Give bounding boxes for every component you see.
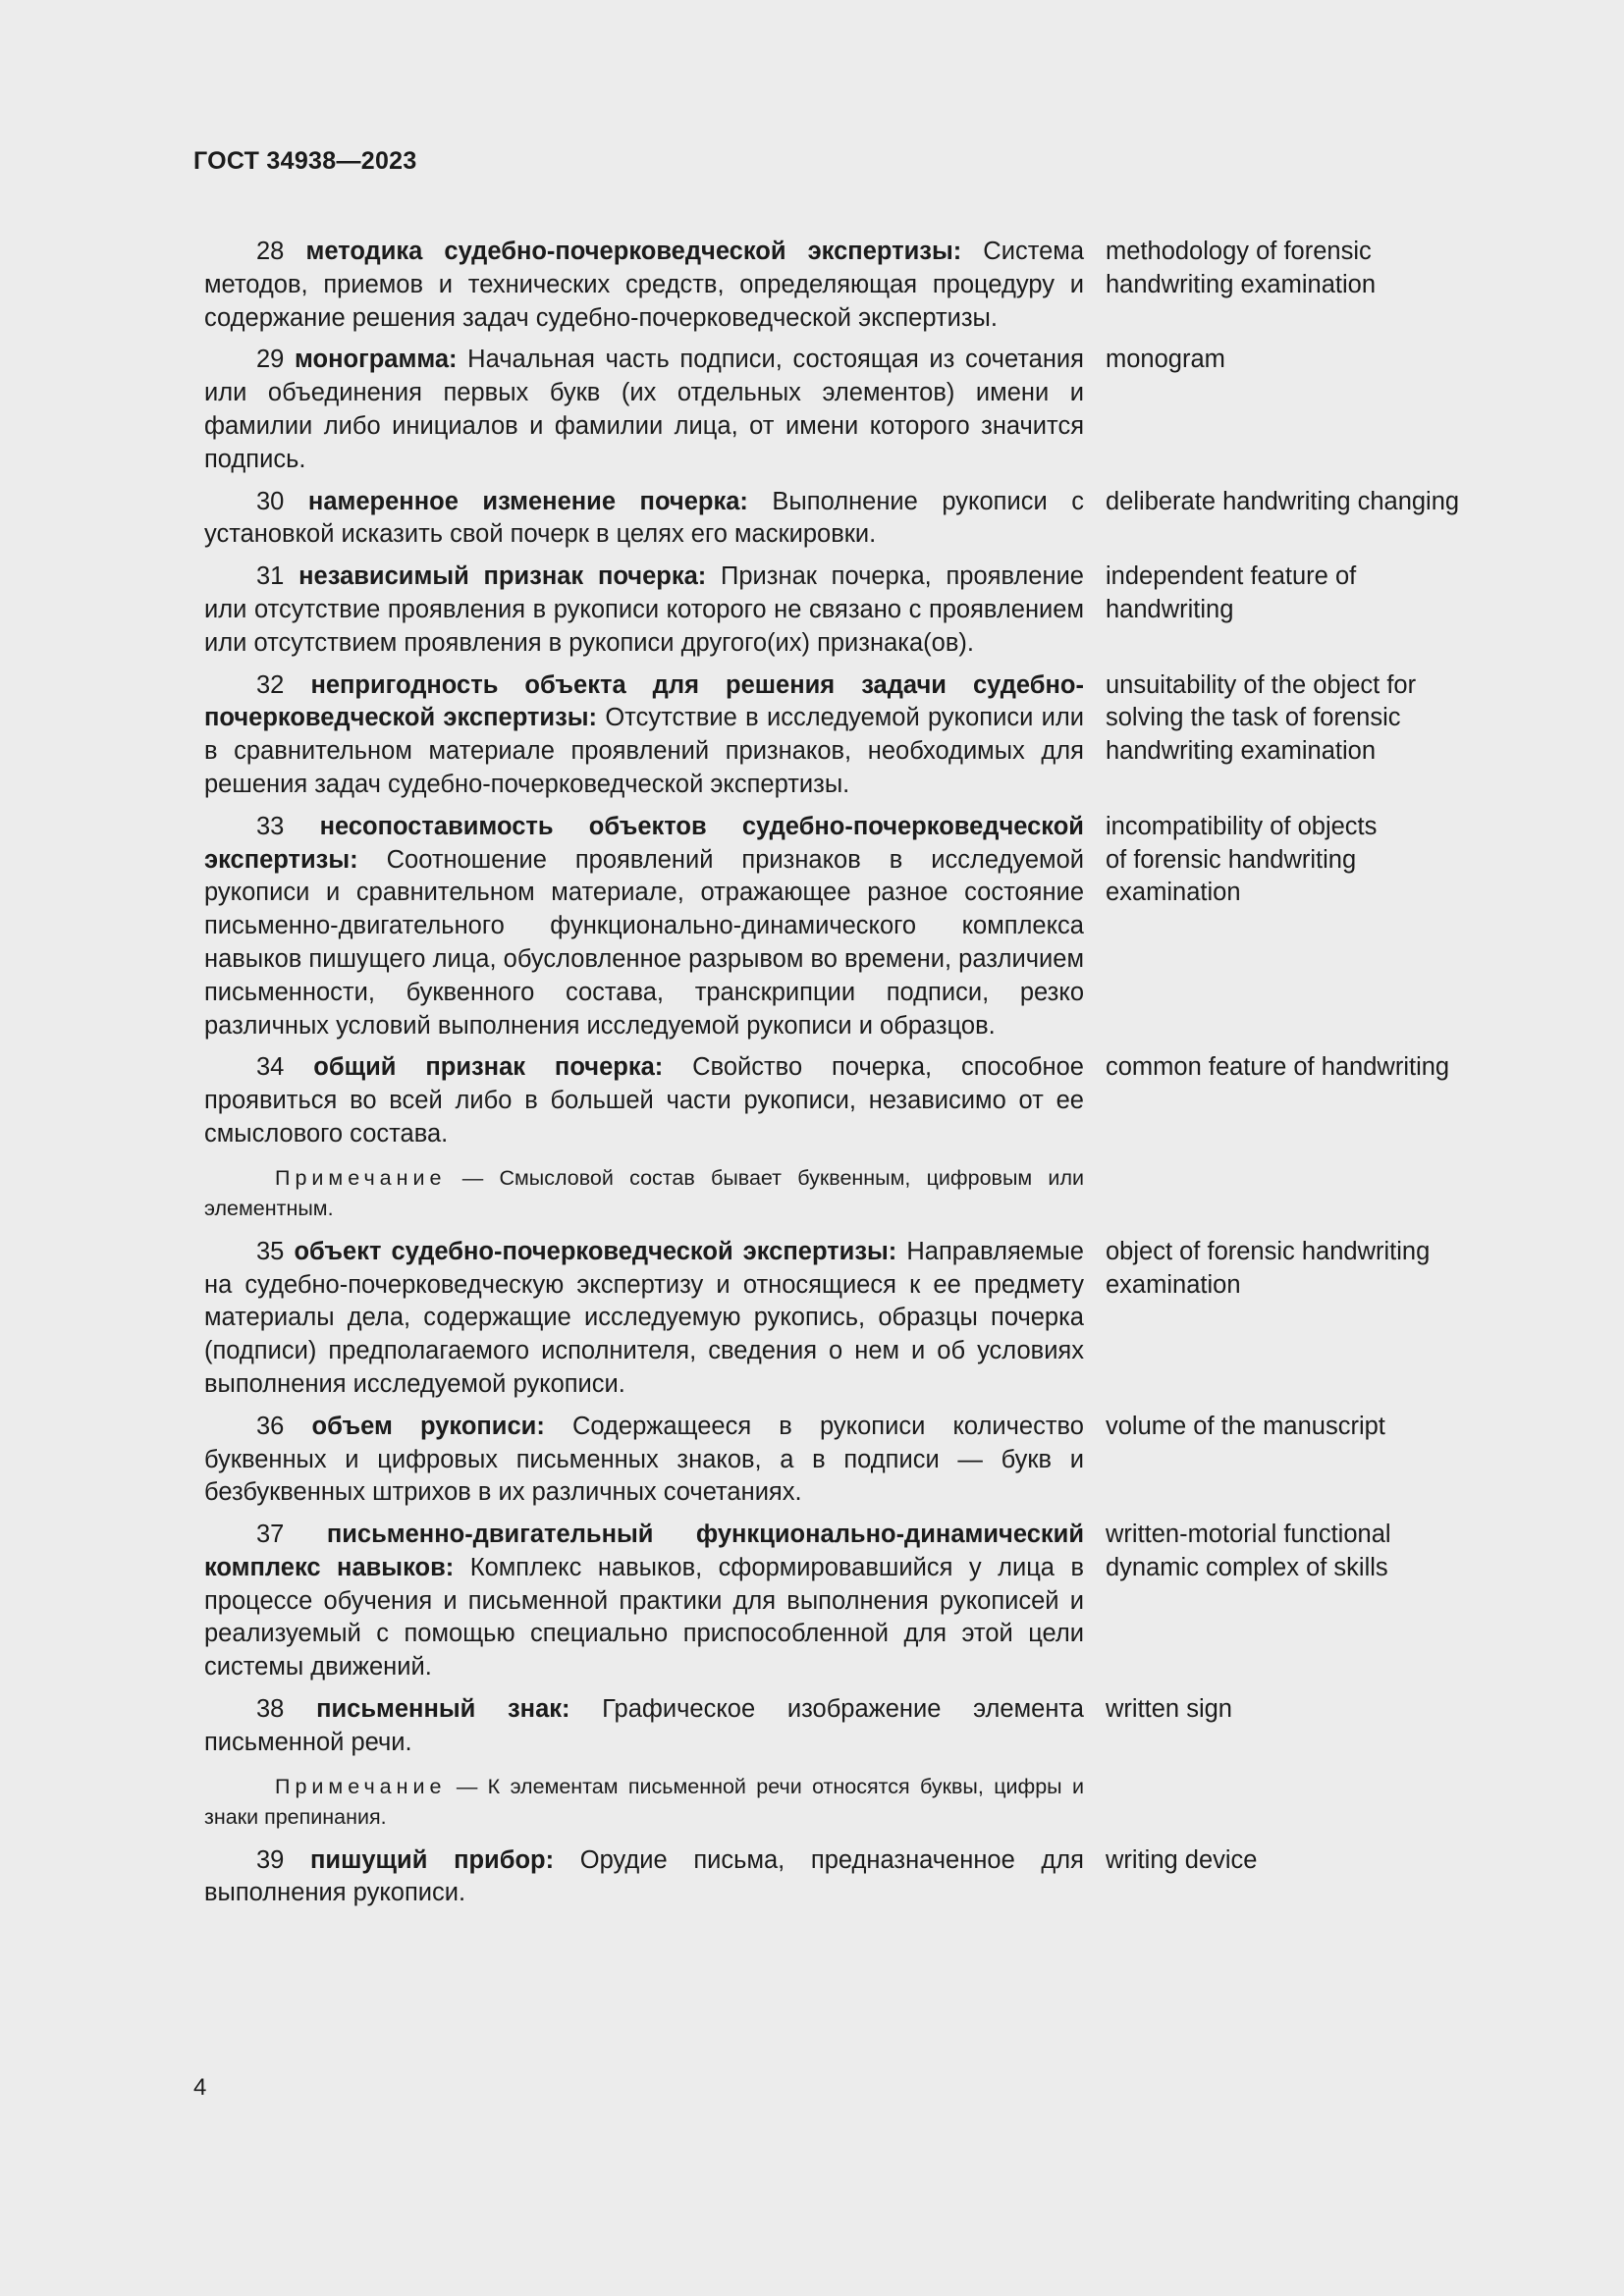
- term-title: объем рукописи:: [311, 1412, 545, 1440]
- term-text: Признак почерка, проявление или отсутствие проявления в рукописи которого не связано с проявлением или отсутствием проявления в рукописи другого(их) признака(ов).: [204, 562, 1084, 657]
- term-definition-ru: [204, 486, 1084, 553]
- term-definition-ru: [204, 561, 1084, 660]
- term-number: 34: [256, 1053, 285, 1082]
- standard-header: ГОСТ 34938—2023: [193, 147, 417, 175]
- term-title: письменный знак:: [316, 1695, 570, 1724]
- term-entry-34: [204, 1051, 1500, 1150]
- term-title: намеренное изменение почерка:: [307, 487, 748, 515]
- term-number: 31: [256, 562, 285, 591]
- page-number: 4: [193, 2074, 207, 2101]
- term-title: непригодность объекта для решения задачи судебно-почерковедческой экспертизы:: [204, 670, 1084, 732]
- term-definition-ru: [204, 236, 1084, 335]
- term-text: Графическое изображение элемента письменной речи.: [204, 1695, 1084, 1756]
- note-label: Примечание: [275, 1165, 447, 1190]
- term-entry-28: [204, 236, 1500, 335]
- term-english: volume of the manuscript: [1106, 1412, 1385, 1440]
- term-title: объект судебно-почерковедческой экспертизы:: [294, 1237, 897, 1265]
- term-text: Комплекс навыков, сформировавшийся у лица в процессе обучения и письменной практики для выполнения рукописей и реализуемый с помощью специально приспособленной для этой цели системы движений.: [204, 1553, 1084, 1682]
- term-english: independent feature of handwriting: [1106, 562, 1357, 623]
- note-label: Примечание: [275, 1774, 447, 1798]
- term-entry-33: [204, 811, 1500, 1043]
- term-entry-30: [204, 486, 1500, 553]
- term-english: monogram: [1106, 346, 1225, 374]
- term-title: методика судебно-почерковедческой экспертизы:: [305, 238, 962, 265]
- term-number: 30: [256, 487, 285, 515]
- term-definition-ru: [204, 1519, 1084, 1684]
- term-title: письменно-двигательный функционально-динамический комплекс навыков:: [204, 1521, 1084, 1581]
- term-title: общий признак почерка:: [313, 1053, 664, 1082]
- term-entry-32: [204, 669, 1500, 802]
- term-text: Свойство почерка, способное проявиться во всей либо в большей части рукописи, независимо от ее смыслового состава.: [204, 1053, 1084, 1148]
- term-entry-38: [204, 1693, 1500, 1760]
- term-definition-ru: [204, 344, 1084, 476]
- term-definition-ru: [204, 1051, 1084, 1150]
- term-number: 38: [256, 1695, 285, 1724]
- term-definition-ru: [204, 669, 1084, 802]
- term-title: несопоставимость объектов судебно-почерковедческой экспертизы:: [204, 812, 1084, 874]
- term-english: incompatibility of objects of forensic handwriting examination: [1106, 812, 1378, 907]
- term-english: written sign: [1106, 1695, 1232, 1724]
- term-text: Направляемые на судебно-почерковедческую экспертизу и относящиеся к ее предмету материалы дела, содержащие исследуемую рукопись, образцы почерка (подписи) предполагаемого исполнителя, сведения о нем и об условиях выполнения исследуемой рукописи.: [204, 1237, 1084, 1398]
- terms-list: [204, 236, 1500, 1919]
- term-definition-ru: [204, 1844, 1084, 1911]
- term-number: 32: [256, 670, 285, 699]
- term-text: Соотношение проявлений признаков в исследуемой рукописи и сравнительном материале, отражающее разное состояние письменно-двигательного функционально-динамического комплекса навыков пишущего лица, обусловленное разрывом во времени, различием письменности, буквенного состава, транскрипции подписи, резко различных условий выполнения исследуемой рукописи и образцов.: [204, 845, 1084, 1040]
- note-text: — К элементам письменной речи относятся буквы, цифры и знаки препинания.: [204, 1774, 1084, 1829]
- term-number: 35: [256, 1237, 285, 1265]
- term-entry-37: [204, 1519, 1500, 1684]
- term-definition-ru: [204, 811, 1084, 1043]
- term-title: пишущий прибор:: [310, 1845, 555, 1874]
- term-english: unsuitability of the object for solving the task of forensic handwriting examination: [1106, 670, 1417, 766]
- term-title: независимый признак почерка:: [298, 562, 707, 591]
- term-entry-31: [204, 561, 1500, 660]
- term-english: object of forensic handwriting examination: [1106, 1237, 1431, 1299]
- term-entry-39: [204, 1844, 1500, 1911]
- term-title: монограмма:: [295, 346, 458, 374]
- term-text: Орудие письма, предназначенное для выполнения рукописи.: [204, 1845, 1084, 1907]
- term-english: writing device: [1106, 1845, 1258, 1874]
- term-english: methodology of forensic handwriting examination: [1106, 238, 1376, 298]
- term-number: 29: [256, 346, 285, 374]
- term-text: Содержащееся в рукописи количество буквенных и цифровых письменных знаков, а в подписи — букв и безбуквенных штрихов в их различных сочетаниях.: [204, 1412, 1084, 1507]
- term-text: Система методов, приемов и технических средств, определяющая процедуру и содержание решения задач судебно-почерковедческой экспертизы.: [204, 238, 1084, 332]
- term-number: 36: [256, 1412, 285, 1440]
- term-entry-35: [204, 1236, 1500, 1402]
- term-definition-ru: [204, 1236, 1084, 1402]
- term-english: deliberate handwriting changing: [1106, 487, 1460, 515]
- term-definition-ru: [204, 1411, 1084, 1510]
- note-text: — Смысловой состав бывает буквенным, цифровым или элементным.: [204, 1165, 1084, 1220]
- term-text: Отсутствие в исследуемой рукописи или в сравнительном материале проявлений признаков, необходимых для решения задач судебно-почерковедческой экспертизы.: [204, 704, 1084, 798]
- term-english: written-motorial functional dynamic complex of skills: [1106, 1521, 1391, 1581]
- term-english: common feature of handwriting: [1106, 1053, 1450, 1082]
- term-entry-29: [204, 344, 1500, 476]
- term-number: 37: [256, 1521, 285, 1549]
- term-number: 39: [256, 1845, 285, 1874]
- term-text: Начальная часть подписи, состоящая из сочетания или объединения первых букв (их отдельных элементов) имени и фамилии либо инициалов и фамилии лица, от имени которого значится подпись.: [204, 346, 1084, 473]
- term-number: 33: [256, 812, 285, 840]
- note: [204, 1772, 1084, 1833]
- term-entry-36: [204, 1411, 1500, 1510]
- term-definition-ru: [204, 1693, 1084, 1760]
- term-text: Выполнение рукописи с установкой исказить свой почерк в целях его маскировки.: [204, 487, 1084, 549]
- term-number: 28: [256, 238, 285, 265]
- note: [204, 1163, 1084, 1224]
